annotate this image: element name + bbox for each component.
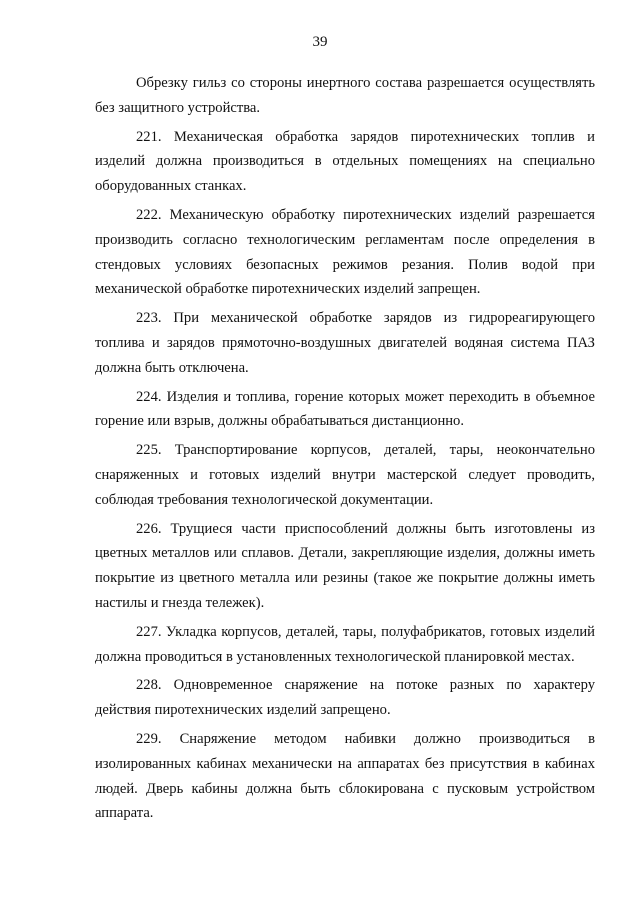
- body-text: [95, 71, 595, 830]
- paragraph-229: 229. Снаряжение методом набивки должно производиться в изолированных кабинах механически на аппаратах без присутствия в кабинах людей. Дверь кабины должна быть сблокирована с пусковым устройством аппарата.: [95, 730, 595, 822]
- paragraph-221: 221. Механическая обработка зарядов пиротехнических топлив и изделий должна производиться в отдельных помещениях на специально оборудованных станках.: [95, 128, 595, 195]
- paragraph-intro: Обрезку гильз со стороны инертного состава разрешается осуществлять без защитного устройства.: [95, 75, 595, 116]
- paragraph-227: 227. Укладка корпусов, деталей, тары, полуфабрикатов, готовых изделий должна проводиться в установленных технологической планировкой местах.: [95, 623, 595, 665]
- paragraph-225: 225. Транспортирование корпусов, деталей, тары, неокончательно снаряженных и готовых изделий внутри мастерской следует проводить, соблюдая требования технологической документации.: [95, 442, 595, 508]
- paragraph-223: 223. При механической обработке зарядов из гидрореагирующего топлива и зарядов прямоточно-воздушных двигателей водяная система ПАЗ должна быть отключена.: [95, 310, 595, 376]
- paragraph-226: 226. Трущиеся части приспособлений должны быть изготовлены из цветных металлов или сплавов. Детали, закрепляющие изделия, должны иметь покрытие из цветного металла или резины (такое же покрытие должны иметь настилы и гнезда тележек).: [95, 520, 595, 611]
- paragraph-224: 224. Изделия и топлива, горение которых может переходить в объемное горение или взрыв, должны обрабатываться дистанционно.: [95, 388, 595, 430]
- paragraph-222: 222. Механическую обработку пиротехнических изделий разрешается производить согласно технологическим регламентам после определения в стендовых условиях безопасных режимов резания. Полив водой при механической обработке пиротехнических изделий запрещен.: [95, 206, 595, 298]
- paragraph-228: 228. Одновременное снаряжение на потоке разных по характеру действия пиротехнических изделий запрещено.: [95, 677, 595, 719]
- page-number: 39: [312, 34, 328, 50]
